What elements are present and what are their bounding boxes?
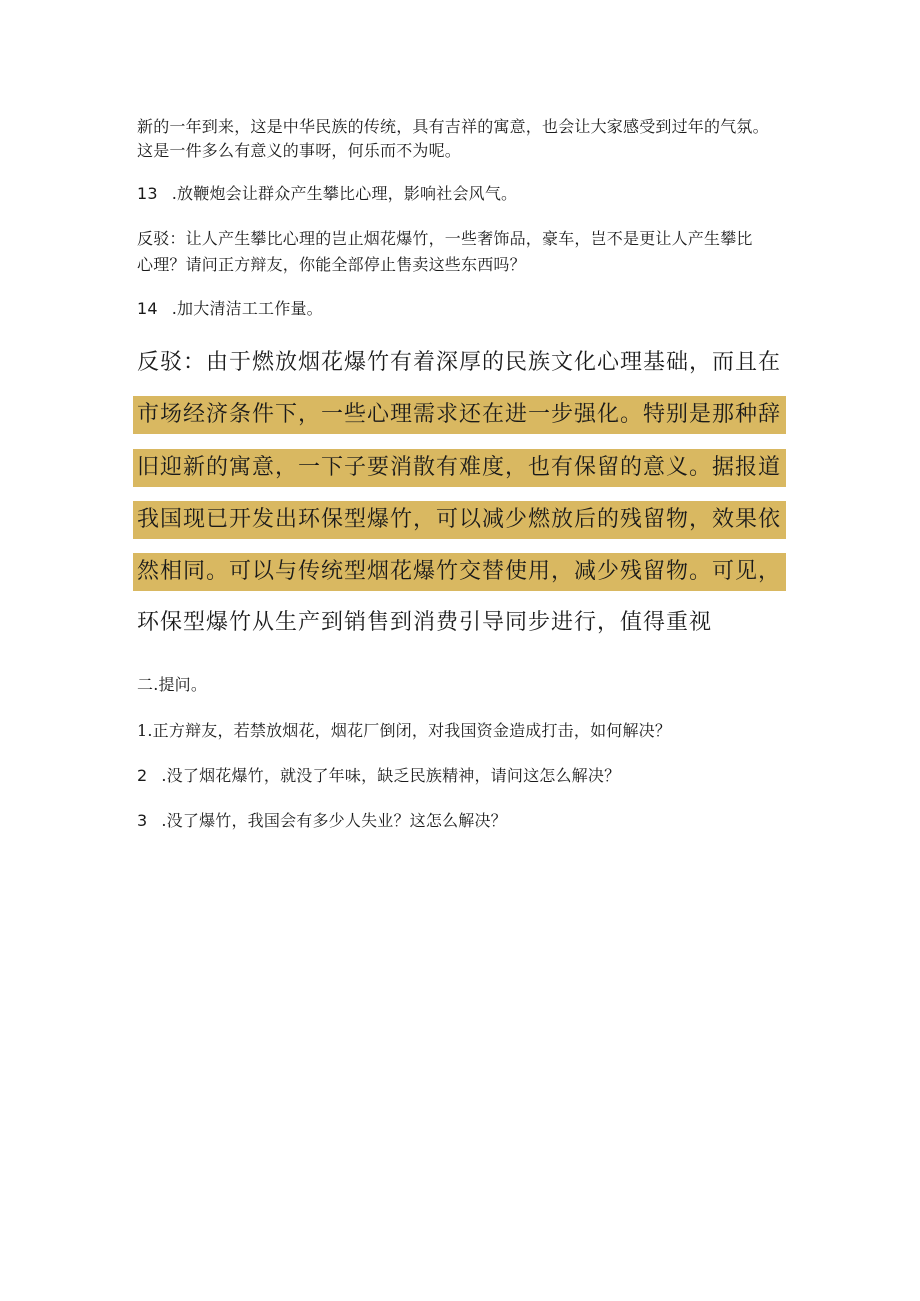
highlight-band-2 — [133, 449, 786, 487]
rebuttal-14-line-5: 然相同。可以与传统型烟花爆竹交替使用，减少残留物。可见， — [137, 559, 782, 584]
intro-line-1: 新的一年到来，这是中华民族的传统，具有吉祥的寓意，也会让大家感受到过年的气氛。 — [137, 117, 769, 136]
rebuttal-14-line-1 — [137, 345, 781, 381]
question-3 — [137, 806, 507, 836]
highlight-band-1 — [133, 396, 786, 434]
intro-line-2: 这是一件多么有意义的事呀，何乐而不为呢。 — [137, 141, 462, 160]
rebuttal-14-line-4: 我国现已开发出环保型爆竹，可以减少燃放后的残留物，效果依 — [137, 507, 782, 532]
rebuttal-14-line-1-text: 反驳：由于燃放烟花爆竹有着深厚的民族文化心理基础，而且在 — [137, 350, 782, 375]
question-1: 1.正方辩友，若禁放烟花，烟花厂倒闭，对我国资金造成打击，如何解决？ — [137, 721, 672, 740]
question-2-number: 2 — [137, 766, 148, 785]
highlight-band-3 — [133, 501, 786, 539]
section-2-heading: 二.提问。 — [137, 675, 208, 694]
item-14 — [137, 294, 323, 324]
question-2-text: .没了烟花爆竹，就没了年味，缺乏民族精神，请问这怎么解决？ — [161, 766, 621, 785]
item-13-number: 13 — [137, 184, 158, 203]
question-2 — [137, 761, 620, 791]
rebuttal-14-line-2: 市场经济条件下，一些心理需求还在进一步强化。特别是那种辞 — [137, 402, 782, 427]
rebuttal-14-line-6: 环保型爆竹从生产到销售到消费引导同步进行，值得重视 — [137, 610, 713, 635]
question-3-number: 3 — [137, 811, 148, 830]
rebuttal-13-line-1: 反驳：让人产生攀比心理的岂止烟花爆竹，一些奢饰品，豪车，岂不是更让人产生攀比 — [137, 229, 753, 248]
item-14-text: .加大清洁工工作量。 — [171, 299, 323, 318]
item-13 — [137, 179, 517, 209]
question-3-text: .没了爆竹，我国会有多少人失业？这怎么解决？ — [161, 811, 507, 830]
rebuttal-14-line-3: 旧迎新的寓意，一下子要消散有难度，也有保留的意义。据报道 — [137, 455, 782, 480]
item-13-text: .放鞭炮会让群众产生攀比心理，影响社会风气。 — [171, 184, 518, 203]
item-14-number: 14 — [137, 299, 158, 318]
highlight-band-4 — [133, 553, 786, 591]
rebuttal-13-line-2: 心理？请问正方辩友，你能全部停止售卖这些东西吗？ — [137, 255, 526, 274]
